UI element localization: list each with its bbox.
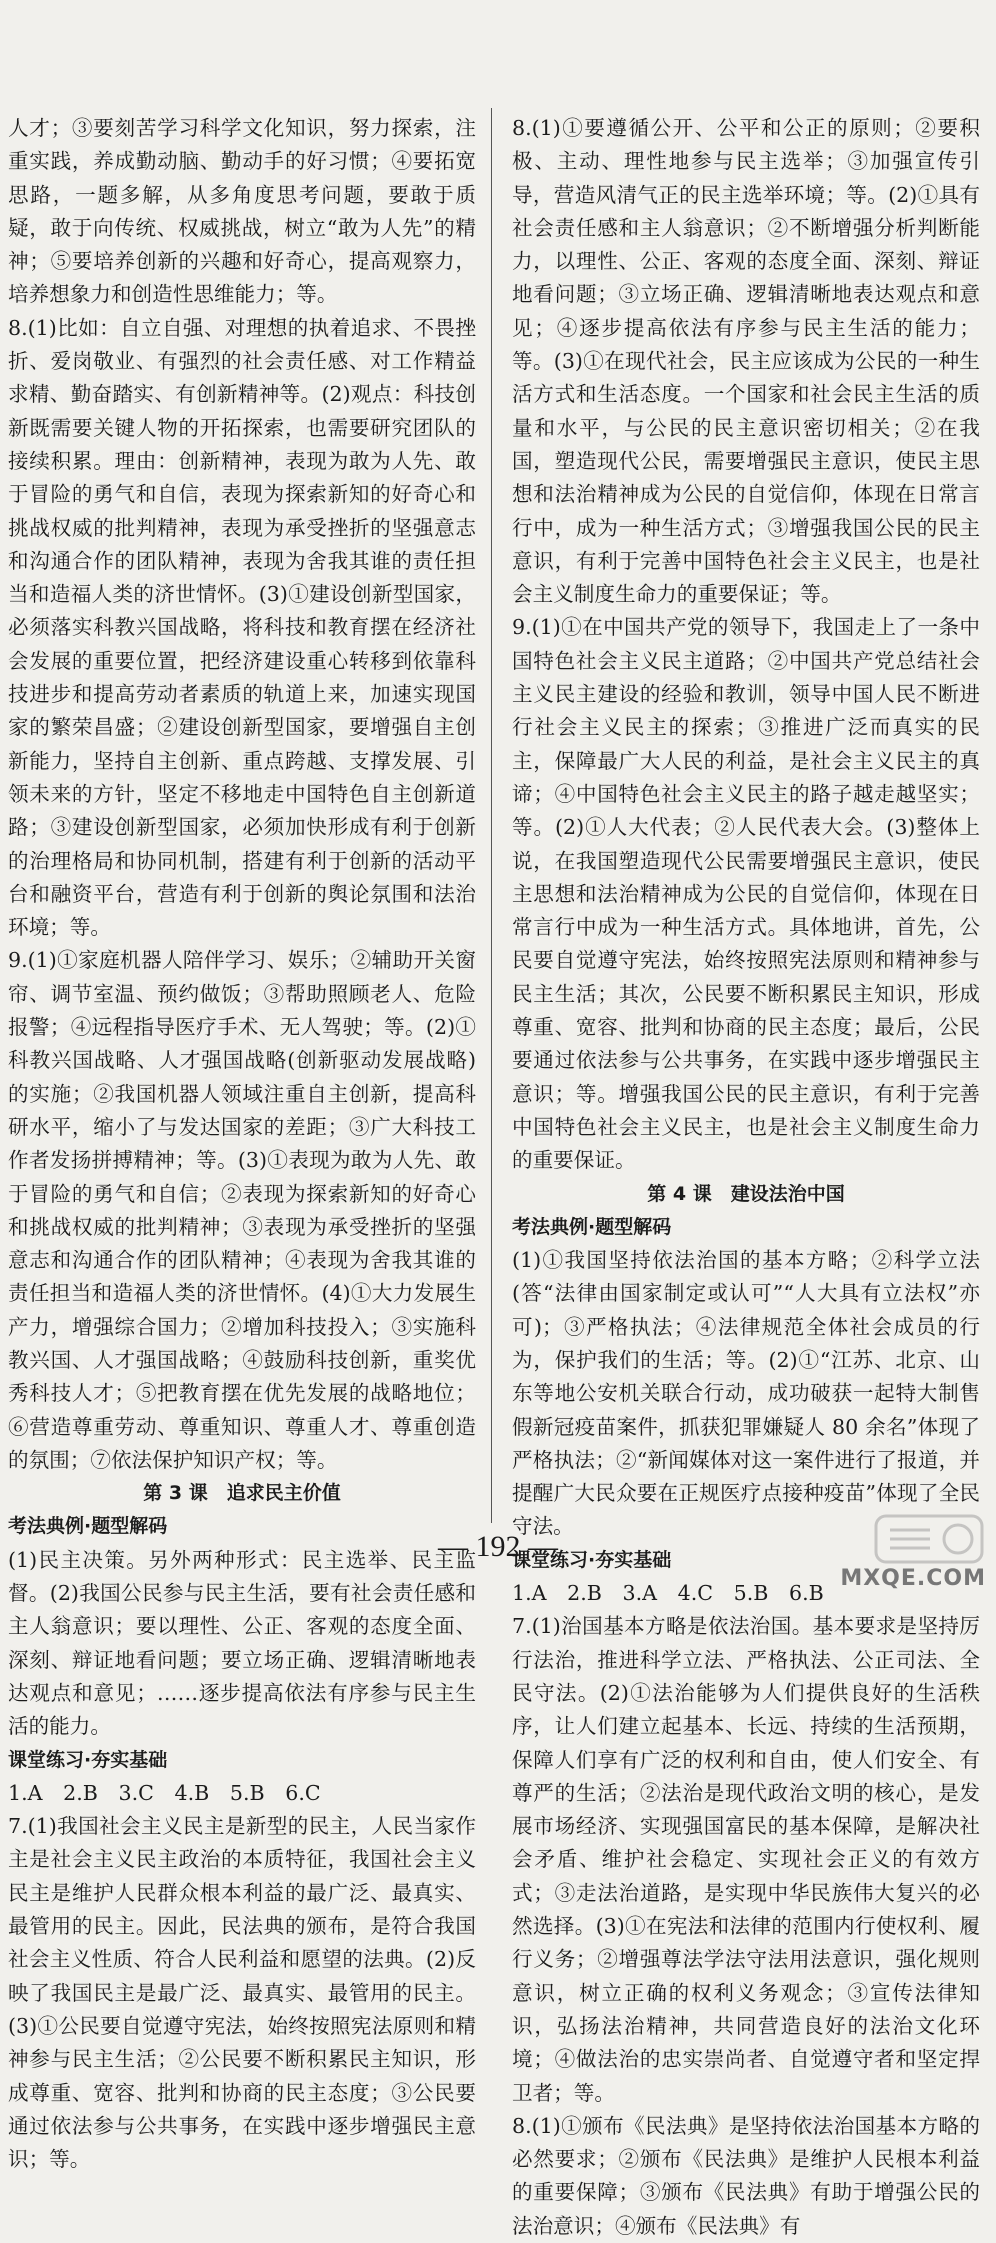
right-paragraph-5: 8.(1)①颁布《民法典》是坚持依法治国基本方略的必然要求；②颁布《民法典》是维护人民根本利益的重要保障；③颁布《民法典》有助于增强公民的法治意识；④颁布《民法典》有 — [512, 2113, 980, 2238]
column-divider — [491, 108, 492, 1523]
right-subhead-class-practice: 课堂练习·夯实基础 — [512, 1548, 672, 1571]
right-subhead-exam-examples: 考法典例·题型解码 — [512, 1215, 672, 1238]
left-subhead-exam-examples: 考法典例·题型解码 — [8, 1515, 168, 1538]
page-number: — 192 — — [438, 1530, 558, 1563]
left-paragraph-5: 7.(1)我国社会主义民主是新型的民主，人民当家作主是社会主义民主政治的本质特征，我国社会主义民主是维护人民群众根本利益的最广泛、最真实、最管用的民主。因此，民法典的颁布，是符合我国社会主义性质、符合人民利益和愿望的法典。(2)反映了我国民主是最广泛、最真实、最管用的民主。(3)①公民要自觉遵守宪法，始终按照宪法原则和精神参与民主生活；②公民要不断积累民主知识，形成尊重、宽容、批判和协商的民主态度；③公民要通过依法参与公共事务，在实践中逐步增强民主意识；等。 — [8, 1814, 476, 2172]
left-subhead-class-practice: 课堂练习·夯实基础 — [8, 1748, 168, 1771]
right-answers-choice: 1.A 2.B 3.A 4.C 5.B 6.B — [512, 1581, 824, 1606]
lesson-4-heading: 第 4 课 建设法治中国 — [647, 1182, 845, 1205]
left-column — [8, 112, 476, 2176]
left-paragraph-1: 人才；③要刻苦学习科学文化知识，努力探索，注重实践，养成勤动脑、勤动手的好习惯；④要拓宽思路，一题多解，从多角度思考问题，要敢于质疑，敢于向传统、权威挑战，树立“敢为人先”的精神；⑤要培养创新的兴趣和好奇心，提高观察力，培养想象力和创造性思维能力；等。 — [8, 116, 476, 307]
right-paragraph-4: 7.(1)治国基本方略是依法治国。基本要求是坚持厉行法治，推进科学立法、严格执法、公正司法、全民守法。(2)①法治能够为人们提供良好的生活秩序，让人们建立起基本、长远、持续的生活预期，保障人们享有广泛的权利和自由，使人们安全、有尊严的生活；②法治是现代政治文明的核心，是发展市场经济、实现强国富民的基本保障，是解决社会矛盾、维护社会稳定、实现社会正义的有效方式；③走法治道路，是实现中华民族伟大复兴的必然选择。(3)①在宪法和法律的范围内行使权利、履行义务；②增强尊法学法守法用法意识，强化规则意识，树立正确的权利义务观念；③宣传法律知识，弘扬法治精神，共同营造良好的法治文化环境；④做法治的忠实崇尚者、自觉遵守者和坚定捍卫者；等。 — [512, 1614, 980, 2105]
left-paragraph-4: (1)民主决策。另外两种形式：民主选举、民主监督。(2)我国公民参与民主生活，要有社会责任感和主人翁意识；要以理性、公正、客观的态度全面、深刻、辩证地看问题；要立场正确、逻辑清晰地表达观点和意见；……逐步提高依法有序参与民主生活的能力。 — [8, 1547, 476, 1739]
right-paragraph-2: 9.(1)①在中国共产党的领导下，我国走上了一条中国特色社会主义民主道路；②中国共产党总结社会主义民主建设的经验和教训，领导中国人民不断进行社会主义民主的探索；③推进广泛而真实的民主，保障最广大人民的利益，是社会主义民主的真谛；④中国特色社会主义民主的路子越走越坚实；等。(2)①人大代表；②人民代表大会。(3)整体上说，在我国塑造现代公民需要增强民主意识，使民主思想和法治精神成为公民的自觉信仰，体现在日常言行中成为一种生活方式。具体地讲，首先，公民要自觉遵守宪法，始终按照宪法原则和精神参与民主生活；其次，公民要不断积累民主知识，形成尊重、宽容、批判和协商的民主态度；最后，公民要通过依法参与公共事务，在实践中逐步增强民主意识；等。增强我国公民的民主意识，有利于完善中国特色社会主义民主，也是社会主义制度生命力的重要保证。 — [512, 615, 980, 1173]
left-answers-choice: 1.A 2.B 3.C 4.B 5.B 6.C — [8, 1780, 321, 1805]
left-paragraph-3: 9.(1)①家庭机器人陪伴学习、娱乐；②辅助开关窗帘、调节室温、预约做饭；③帮助照顾老人、危险报警；④远程指导医疗手术、无人驾驶；等。(2)①科教兴国战略、人才强国战略(创新驱动发展战略)的实施；②我国机器人领域注重自主创新，提高科研水平，缩小了与发达国家的差距；③广大科技工作者发扬拼搏精神；等。(3)①表现为敢为人先、敢于冒险的勇气和自信；②表现为探索新知的好奇心和挑战权威的批判精神；③表现为承受挫折的坚强意志和沟通合作的团队精神；④表现为舍我其谁的责任担当和造福人类的济世情怀。(4)①大力发展生产力，增强综合国力；②增加科技投入；③实施科教兴国、人才强国战略；④鼓励科技创新，重奖优秀科技人才；⑤把教育摆在优先发展的战略地位；⑥营造尊重劳动、尊重知识、尊重人才、尊重创造的氛围；⑦依法保护知识产权；等。 — [8, 948, 476, 1472]
right-paragraph-1: 8.(1)①要遵循公开、公平和公正的原则；②要积极、主动、理性地参与民主选举；③加强宣传引导，营造风清气正的民主选举环境；等。(2)①具有社会责任感和主人翁意识；②不断增强分析判断能力，以理性、公正、客观的态度全面、深刻、辩证地看问题；③立场正确、逻辑清晰地表达观点和意见；④逐步提高依法有序参与民主生活的能力；等。(3)①在现代社会，民主应该成为公民的一种生活方式和生活态度。一个国家和社会民主生活的质量和水平，与公民的民主意识密切相关；②在我国，塑造现代公民，需要增强民主意识，使民主思想和法治精神成为公民的自觉信仰，体现在日常言行中，成为一种生活方式；③增强我国公民的民主意识，有利于完善中国特色社会主义民主，也是社会主义制度生命力的重要保证；等。 — [512, 116, 980, 607]
watermark-text: MXQE.COM — [840, 1566, 986, 1591]
right-column — [512, 112, 980, 2243]
left-paragraph-2: 8.(1)比如：自立自强、对理想的执着追求、不畏挫折、爱岗敬业、有强烈的社会责任感、对工作精益求精、勤奋踏实、有创新精神等。(2)观点：科技创新既需要关键人物的开拓探索，也需要研究团队的接续积累。理由：创新精神，表现为敢为人先、敢于冒险的勇气和自信，表现为探索新知的好奇心和挑战权威的批判精神，表现为承受挫折的坚强意志和沟通合作的团队精神，表现为舍我其谁的责任担当和造福人类的济世情怀。(3)①建设创新型国家，必须落实科教兴国战略，将科技和教育摆在经济社会发展的重要位置，把经济建设重心转移到依靠科技进步和提高劳动者素质的轨道上来，加速实现国家的繁荣昌盛；②建设创新型国家，要增强自主创新能力，坚持自主创新、重点跨越、支撑发展、引领未来的方针，坚定不移地走中国特色自主创新道路；③建设创新型国家，必须加快形成有利于创新的治理格局和协同机制，搭建有利于创新的活动平台和融资平台，营造有利于创新的舆论氛围和法治环境；等。 — [8, 315, 476, 940]
lesson-3-heading: 第 3 课 追求民主价值 — [143, 1482, 341, 1505]
right-paragraph-3: (1)①我国坚持依法治国的基本方略；②科学立法(答“法律由国家制定或认可”“人大具有立法权”亦可)；③严格执法；④法律规范全体社会成员的行为，保护我们的生活；等。(2)①“江苏、北京、山东等地公安机关联合行动，成功破获一起特大制售假新冠疫苗案件，抓获犯罪嫌疑人 80 余名”体现了严格执法；②“新闻媒体对这一案件进行了报道，并提醒广大民众要在正规医疗点接种疫苗”体现了全民守法。 — [512, 1248, 980, 1539]
